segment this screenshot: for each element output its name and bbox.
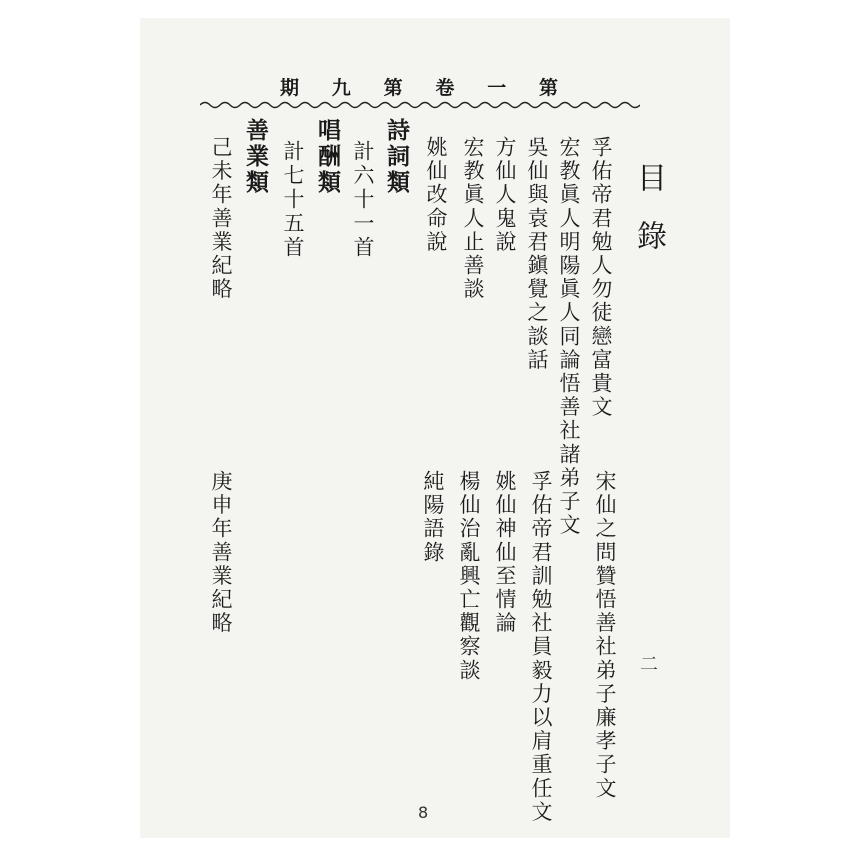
toc-entry: 宋仙之問贊悟善社弟子廉孝子文 [593,470,617,801]
header-char: 九 [331,76,353,99]
toc-entry: 庚申年善業紀略 [209,470,233,636]
toc-title: 目錄 [631,162,666,278]
wavy-rule [200,98,640,112]
toc-entry: 孚佑帝君訓勉社員毅力以肩重任文 [529,470,553,824]
side-page-number: 二 [640,654,658,675]
toc-entry: 孚佑帝君勉人勿徒戀富貴文 [589,136,613,420]
toc-entry: 己未年善業紀略 [209,136,233,302]
header-char: 一 [487,76,509,99]
toc-entry: 姚仙改命說 [424,136,448,254]
header-char: 第 [383,76,405,99]
toc-entry: 楊仙治亂興亡觀察談 [457,470,481,683]
toc-entry: 宏教眞人明陽眞人同論悟善社諸弟子文 [557,136,581,538]
header-char: 期 [280,76,302,99]
running-header [280,72,560,100]
category-heading: 詩詞類 [383,118,410,196]
toc-entry: 純陽語錄 [421,470,445,565]
toc-entry: 姚仙神仙至情論 [493,470,517,636]
toc-entry: 宏教眞人止善談 [461,136,485,302]
header-char: 卷 [435,76,457,99]
category-heading: 善業類 [242,118,269,196]
toc-entry: 吳仙與袁君鎭覺之談話 [525,136,549,372]
toc-entry: 方仙人鬼說 [493,136,517,254]
category-count: 計六十一首 [351,140,375,260]
category-count: 計七十五首 [281,140,305,260]
page-number: 8 [418,803,429,822]
header-char: 第 [538,76,560,99]
category-heading: 唱酬類 [314,118,341,196]
